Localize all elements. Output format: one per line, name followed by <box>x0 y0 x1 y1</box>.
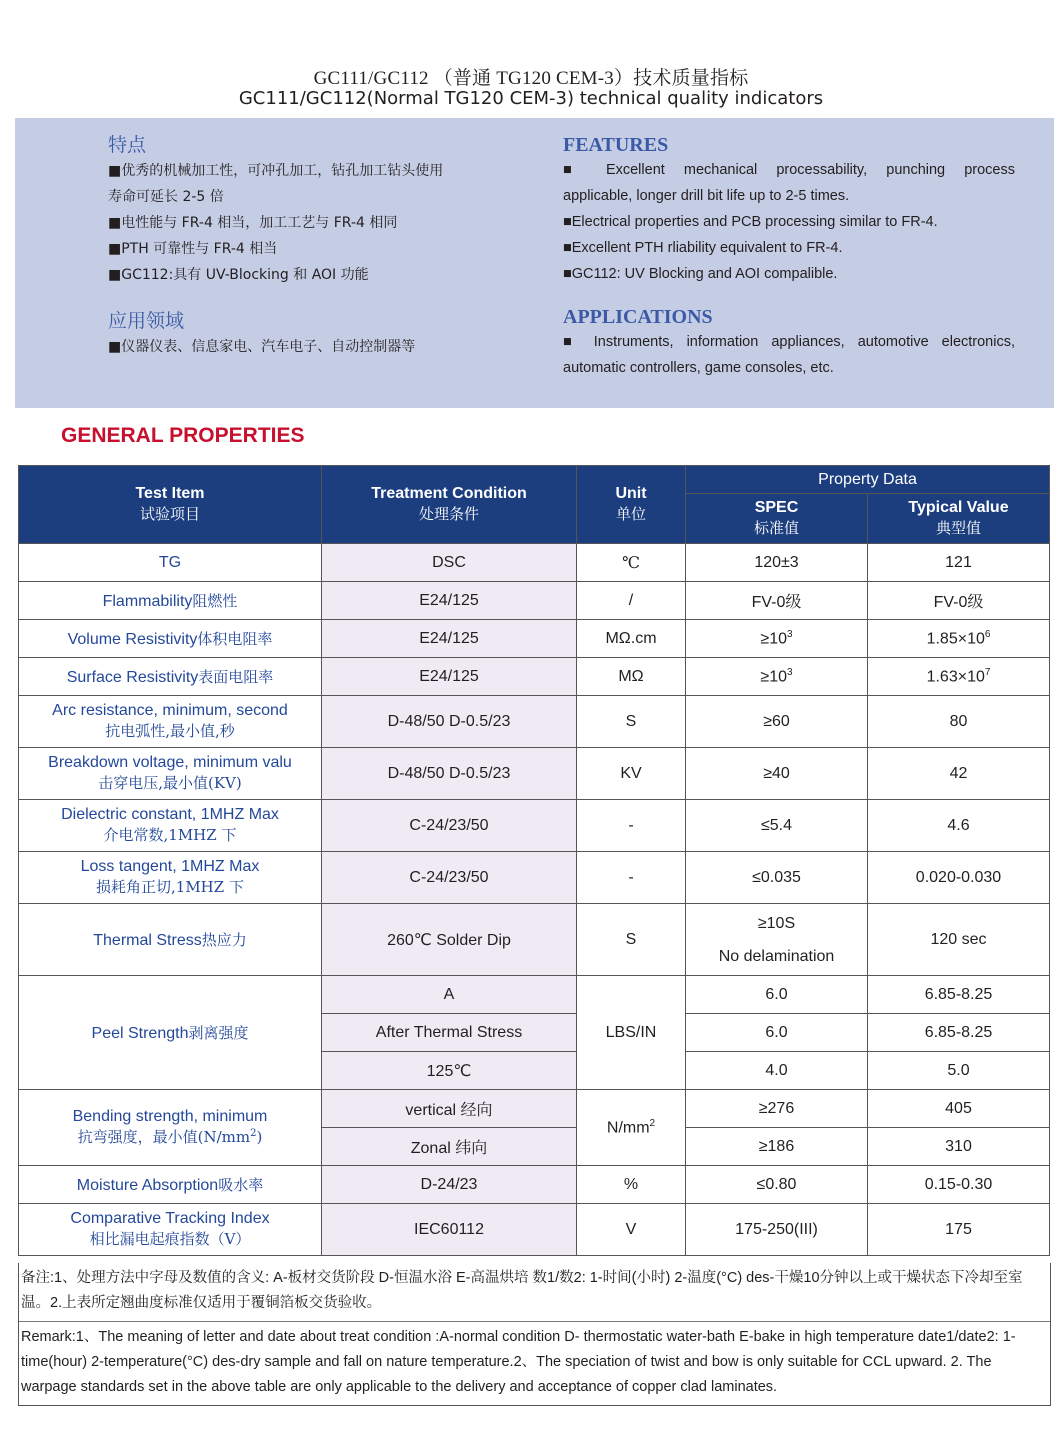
row-item-en: Breakdown voltage, minimum valu <box>48 754 292 771</box>
row-condition: D-24/23 <box>322 1166 577 1204</box>
row-condition: After Thermal Stress <box>322 1014 577 1052</box>
row-unit: MΩ.cm <box>577 620 686 658</box>
row-condition: C-24/23/50 <box>322 852 577 904</box>
row-condition: D-48/50 D-0.5/23 <box>322 696 577 748</box>
row-item-cn: 热应力 <box>201 931 247 949</box>
row-condition: A <box>322 976 577 1014</box>
row-typical: 175 <box>868 1204 1050 1256</box>
features-en-line: ■ Excellent mechanical processability, punching process <box>563 162 1015 178</box>
header-test-item-cn: 试验项目 <box>139 505 200 523</box>
header-test-item-en: Test Item <box>135 485 205 502</box>
header-spec <box>686 494 868 544</box>
row-item <box>19 904 322 976</box>
row-spec: ≥186 <box>686 1128 868 1166</box>
features-en-line: ■GC112: UV Blocking and AOI compalible. <box>563 266 838 282</box>
row-item-cn <box>19 1126 321 1147</box>
features-cn-line: ■PTH 可靠性与 FR-4 相当 <box>108 241 278 257</box>
row-typical: 5.0 <box>868 1052 1050 1090</box>
page-title-en: GC111/GC112(Normal TG120 CEM-3) technical quality indicators <box>238 88 824 109</box>
row-unit-base: N/mm <box>606 1119 650 1137</box>
row-typical-exp: 6 <box>984 628 991 640</box>
applications-en-line: automatic controllers, game consoles, etc. <box>563 360 834 376</box>
row-unit: KV <box>577 748 686 800</box>
row-condition: vertical 经向 <box>322 1090 577 1128</box>
remark-en: Remark:1、The meaning of letter and date about treat condition :A-normal condition D- thermostatic water-bath E-bake in high temperature date1/date2: 1-time(hour) 2-temperature(°C) des-dry sample and fall on nature temperature.2、The speciation of twist and bow is only suitable for CCL upward. 2. The warpage standards set in the above table are only applicable to the delivery and acceptance of copper clad laminates. <box>19 1321 1050 1405</box>
features-en-line: ■Excellent PTH rliability equivalent to FR-4. <box>563 240 843 256</box>
row-typical-exp: 7 <box>984 666 991 678</box>
row-item-cn: 相比漏电起痕指数（V） <box>89 1230 251 1248</box>
row-item-en: Dielectric constant, 1MHZ Max <box>61 806 279 823</box>
row-item <box>19 658 322 696</box>
row-condition: DSC <box>322 544 577 582</box>
row-condition: IEC60112 <box>322 1204 577 1256</box>
row-typical: 405 <box>868 1090 1050 1128</box>
row-item-en: Bending strength, minimum <box>72 1108 268 1125</box>
row-item <box>19 582 322 620</box>
row-item-cn: 击穿电压,最小值(KV) <box>98 774 242 792</box>
row-condition: E24/125 <box>322 658 577 696</box>
features-cn-line: ■GC112:具有 UV-Blocking 和 AOI 功能 <box>108 267 369 283</box>
features-cn-line: ■优秀的机械加工性，可冲孔加工，钻孔加工钻头使用 <box>108 163 444 179</box>
table-row <box>19 1090 1050 1128</box>
row-item-en: Comparative Tracking Index <box>70 1210 270 1227</box>
row-item <box>19 696 322 748</box>
row-unit: MΩ <box>577 658 686 696</box>
row-item-cn: 剥离强度 <box>188 1024 249 1042</box>
row-unit: / <box>577 582 686 620</box>
row-item: TG <box>19 544 322 582</box>
row-condition: Zonal 纬向 <box>322 1128 577 1166</box>
row-spec: ≥40 <box>686 748 868 800</box>
features-cn-column <box>108 132 493 360</box>
row-item <box>19 852 322 904</box>
table-row <box>19 1204 1050 1256</box>
row-item-cn-text: 抗弯强度，最小值(N/mm <box>77 1128 251 1146</box>
row-spec: 175-250(III) <box>686 1204 868 1256</box>
applications-en-heading: APPLICATIONS <box>563 306 713 328</box>
row-item-en: Arc resistance, minimum, second <box>52 702 288 719</box>
row-item-cn: 阻燃性 <box>192 592 238 610</box>
header-unit-en: Unit <box>615 485 647 502</box>
row-item-en: Volume Resistivity <box>67 631 198 648</box>
table-row <box>19 852 1050 904</box>
table-row <box>19 1166 1050 1204</box>
row-unit: - <box>577 800 686 852</box>
remark-cn: 备注:1、处理方法中字母及数值的含义: A-板材交货阶段 D-恒温水浴 E-高温烘培 数1/数2: 1-时间(小时) 2-温度(°C) des-干燥10分钟以上或干燥状态下冷却至室温。2.上表所定翘曲度标准仅适用于覆铜箔板交货验收。 <box>21 1270 1023 1311</box>
row-item-cn: 表面电阻率 <box>198 668 274 686</box>
row-typical: 120 sec <box>868 904 1050 976</box>
table-row <box>19 976 1050 1014</box>
table-row <box>19 544 1050 582</box>
applications-cn-line: ■仪器仪表、信息家电、汽车电子、自动控制器等 <box>108 339 416 355</box>
header-treatment <box>322 466 577 544</box>
table-row <box>19 658 1050 696</box>
row-item-en: Peel Strength <box>91 1025 189 1042</box>
row-condition: E24/125 <box>322 620 577 658</box>
row-spec: ≥276 <box>686 1090 868 1128</box>
row-spec: 120±3 <box>686 544 868 582</box>
applications-cn-heading: 应用领域 <box>108 310 185 332</box>
table-row <box>19 620 1050 658</box>
remarks-box <box>18 1263 1051 1406</box>
row-typical: FV-0级 <box>868 582 1050 620</box>
row-typical: 0.020-0.030 <box>868 852 1050 904</box>
row-item <box>19 1090 322 1166</box>
row-unit: % <box>577 1166 686 1204</box>
header-typical-cn: 典型值 <box>935 519 981 537</box>
row-spec-exp: 3 <box>787 666 793 678</box>
features-en-column <box>563 132 1015 382</box>
row-item <box>19 800 322 852</box>
header-spec-en: SPEC <box>754 499 799 516</box>
row-typical: 310 <box>868 1128 1050 1166</box>
header-test-item <box>19 466 322 544</box>
row-spec-line: ≥10S <box>757 914 796 932</box>
header-typical <box>868 494 1050 544</box>
row-condition: D-48/50 D-0.5/23 <box>322 748 577 800</box>
row-condition: E24/125 <box>322 582 577 620</box>
row-spec <box>686 658 868 696</box>
header-property-data: Property Data <box>686 466 1050 494</box>
row-typical: 6.85-8.25 <box>868 1014 1050 1052</box>
row-item <box>19 1166 322 1204</box>
row-item-cn-tail: ) <box>256 1128 263 1146</box>
features-cn-line: 寿命可延长 2-5 倍 <box>108 189 224 205</box>
row-typical: 121 <box>868 544 1050 582</box>
row-unit-exp: 2 <box>649 1117 656 1129</box>
table-row <box>19 696 1050 748</box>
header-unit-cn: 单位 <box>615 505 646 523</box>
table-row <box>19 582 1050 620</box>
row-typical: 4.6 <box>868 800 1050 852</box>
row-unit: V <box>577 1204 686 1256</box>
row-spec: 4.0 <box>686 1052 868 1090</box>
row-spec: FV-0级 <box>686 582 868 620</box>
properties-table <box>18 465 1050 1256</box>
row-item-en: Flammability <box>102 593 193 610</box>
row-item-cn: 介电常数,1MHZ 下 <box>103 826 237 844</box>
row-spec: ≤0.80 <box>686 1166 868 1204</box>
header-spec-cn: 标准值 <box>753 519 799 537</box>
row-item-en: Surface Resistivity <box>66 669 199 686</box>
row-unit: LBS/IN <box>577 976 686 1090</box>
row-spec <box>686 904 868 976</box>
row-unit: S <box>577 696 686 748</box>
row-spec-base: ≥10 <box>760 668 787 686</box>
row-typical: 80 <box>868 696 1050 748</box>
row-spec: 6.0 <box>686 976 868 1014</box>
row-unit <box>577 1090 686 1166</box>
row-item-en: Thermal Stress <box>93 932 202 949</box>
header-typical-en: Typical Value <box>908 499 1009 516</box>
features-cn-heading: 特点 <box>108 134 147 156</box>
row-item-cn: 损耗角正切,1MHZ 下 <box>96 878 244 896</box>
header-unit <box>577 466 686 544</box>
features-en-line: applicable, longer drill bit life up to 2-5 times. <box>563 188 850 204</box>
row-condition: C-24/23/50 <box>322 800 577 852</box>
applications-en-line: ■ Instruments, information appliances, automotive electronics, <box>563 334 1015 350</box>
row-spec: ≤0.035 <box>686 852 868 904</box>
table-row <box>19 904 1050 976</box>
row-spec: ≥60 <box>686 696 868 748</box>
general-properties-title: GENERAL PROPERTIES <box>61 424 305 447</box>
row-typical <box>868 620 1050 658</box>
row-item-cn: 抗电弧性,最小值,秒 <box>105 722 235 740</box>
row-item <box>19 1204 322 1256</box>
row-item <box>19 748 322 800</box>
row-condition: 125℃ <box>322 1052 577 1090</box>
row-typical-base: 1.63×10 <box>926 668 985 686</box>
header-treatment-en: Treatment Condition <box>371 485 527 502</box>
row-spec: ≤5.4 <box>686 800 868 852</box>
row-typical: 6.85-8.25 <box>868 976 1050 1014</box>
row-typical <box>868 658 1050 696</box>
row-item-cn-exp: 2 <box>250 1128 257 1139</box>
row-typical-base: 1.85×10 <box>926 630 985 648</box>
features-cn-line: ■电性能与 FR-4 相当，加工工艺与 FR-4 相同 <box>108 215 398 231</box>
row-typical: 42 <box>868 748 1050 800</box>
row-condition: 260℃ Solder Dip <box>322 904 577 976</box>
table-row <box>19 748 1050 800</box>
row-item <box>19 976 322 1090</box>
features-en-heading: FEATURES <box>563 134 669 156</box>
row-item-cn: 吸水率 <box>218 1176 264 1194</box>
row-spec: 6.0 <box>686 1014 868 1052</box>
row-typical: 0.15-0.30 <box>868 1166 1050 1204</box>
row-item <box>19 620 322 658</box>
row-unit: - <box>577 852 686 904</box>
row-spec-exp: 3 <box>787 628 793 640</box>
row-unit: ℃ <box>577 544 686 582</box>
features-en-line: ■Electrical properties and PCB processing similar to FR-4. <box>563 214 938 230</box>
row-item-en: Moisture Absorption <box>76 1177 219 1194</box>
row-item-en: Loss tangent, 1MHZ Max <box>80 858 260 875</box>
page-title-cn: GC111/GC112 （普通 TG120 CEM-3）技术质量指标 <box>313 68 749 89</box>
row-spec-base: ≥10 <box>760 630 787 648</box>
header-treatment-cn: 处理条件 <box>418 505 479 523</box>
row-spec <box>686 620 868 658</box>
row-unit: S <box>577 904 686 976</box>
row-spec-line: No delamination <box>718 947 835 965</box>
table-row <box>19 800 1050 852</box>
row-item-cn: 体积电阻率 <box>197 630 273 648</box>
